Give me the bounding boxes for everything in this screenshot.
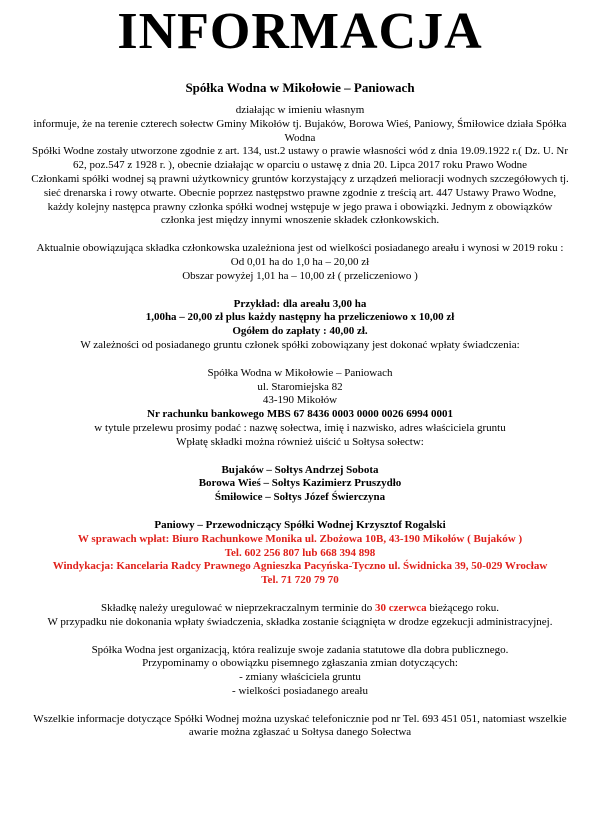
document-title: INFORMACJA [117,3,483,60]
company-name: Spółka Wodna w Mikołowie – Paniowach [207,366,393,379]
contacts-section [0,519,600,588]
intro-line: Spółki Wodne zostały utworzone zgodnie z art. 134, ust.2 ustawy o prawie własności wód z dnia 19.09.1922 r.( Dz. U. Nr [32,145,568,158]
example-line: Przykład: dla areału 3,00 ha [233,297,367,310]
fees-section [0,242,600,283]
intro-line: Wodna [284,131,316,144]
intro-line: informuje, że na terenie czterech sołectw Gminy Mikołów tj. Bujaków, Borowa Wieś, Paniowy, Śmiłowice działa Spółka [33,117,567,130]
organization-line: Przypominamy o obowiązku pisemnego zgłaszania zmian dotyczących: [142,657,458,670]
organization-line: Spółka Wodna jest organizacją, która realizuje swoje zadania statutowe dla dobra publicznego. [91,643,509,656]
soltys-item: Bujaków – Sołtys Andrzej Sobota [221,463,379,476]
collection-phone: Tel. 71 720 79 70 [261,574,339,587]
chair-line: Paniowy – Przewodniczący Spółki Wodnej Krzysztof Rogalski [154,518,446,531]
deadline-before: Składkę należy uregulować w nieprzekraczalnym terminie do [101,601,375,614]
company-street: ul. Staromiejska 82 [257,380,343,393]
change-item: - zmiany właściciela gruntu [239,671,361,684]
payments-line: W sprawach wpłat: Biuro Rachunkowe Monika ul. Zbożowa 10B, 43-190 Mikołów ( Bujaków ) [77,532,523,545]
change-item: - wielkości posiadanego areału [232,684,368,697]
fees-line: Aktualnie obowiązująca składka członkowska uzależniona jest od wielkości posiadanego areału i wynosi w 2019 roku : [36,242,564,255]
soltys-item: Śmiłowice – Sołtys Józef Świerczyna [214,491,386,504]
deadline-after: bieżącego roku. [426,601,499,614]
footer-section [0,713,600,741]
soltys-item: Borowa Wieś – Sołtys Kazimierz Pruszydło [198,477,402,490]
company-city: 43-190 Mikołów [262,394,338,407]
intro-line: sieć drenarska i rowy otwarte. Obecnie poprzez następstwo prawne zgodnie z treścią art. 447 Ustawy Prawo Wodne, [43,186,557,199]
deadline-section [0,602,600,630]
example-line: 1,00ha – 20,00 zł plus każdy następny ha przeliczeniowo x 10,00 zł [145,311,455,324]
fees-line: Od 0,01 ha do 1,0 ha – 20,00 zł [230,255,370,268]
enforcement-line: W przypadku nie dokonania wpłaty świadczenia, składka zostanie ściągnięta w drodze egzekucji administracyjnej. [47,615,553,628]
intro-line: Członkami spółki wodnej są prawni użytkownicy gruntów korzystający z urządzeń melioracji wodnych szczegółowych tj. [31,172,569,185]
deadline-line [0,602,600,616]
example-line: Ogółem do zapłaty : 40,00 zł. [232,325,368,338]
document-subtitle: Spółka Wodna w Mikołowie – Paniowach [185,80,415,95]
fees-line: Obszar powyżej 1,01 ha – 10,00 zł ( przeliczeniowo ) [182,269,418,282]
footer-line: awarie można zgłaszać u Sołtysa danego Sołectwa [188,726,412,739]
bank-account: Nr rachunku bankowego MBS 67 8436 0003 0000 0026 6994 0001 [147,408,453,421]
soltys-note: Wpłatę składki można również uiścić u Sołtysa sołectw: [176,435,424,448]
intro-line: każdy kolejny następca prawny członka spółki wodnej wstępuje w jego prawa i obowiązki. Jednym z obowiązków [47,200,553,213]
organization-section [0,644,600,699]
example-section [0,298,600,353]
intro-line: 62, poz.547 z 1928 r. ), obecnie działając w oparciu o ustawę z dnia 20. Lipca 2017 roku Prawo Wodne [72,159,528,172]
intro-line: członka jest między innymi wnoszenie składek członkowskich. [160,214,440,227]
footer-line: Wszelkie informacje dotyczące Spółki Wodnej można uzyskać telefonicznie pod nr Tel. 693 451 051, natomiast wszelkie [33,712,567,725]
transfer-title-note: w tytule przelewu prosimy podać : nazwę sołectwa, imię i nazwisko, adres właściciela gruntu [94,421,506,434]
deadline-date: 30 czerwca [374,601,427,614]
address-section [0,367,600,450]
soltysi-section [0,464,600,505]
intro-line: działając w imieniu własnym [235,104,365,116]
example-line: W zależności od posiadanego gruntu członek spółki zobowiązany jest dokonać wpłaty świadczenia: [80,338,520,351]
collection-line: Windykacja: Kancelaria Radcy Prawnego Agnieszka Pacyńska-Tyczno ul. Świdnicka 39, 50-029 Wrocław [52,560,548,573]
document-page [0,4,600,830]
payments-phone: Tel. 602 256 807 lub 668 394 898 [224,546,376,559]
intro-section [0,104,600,228]
